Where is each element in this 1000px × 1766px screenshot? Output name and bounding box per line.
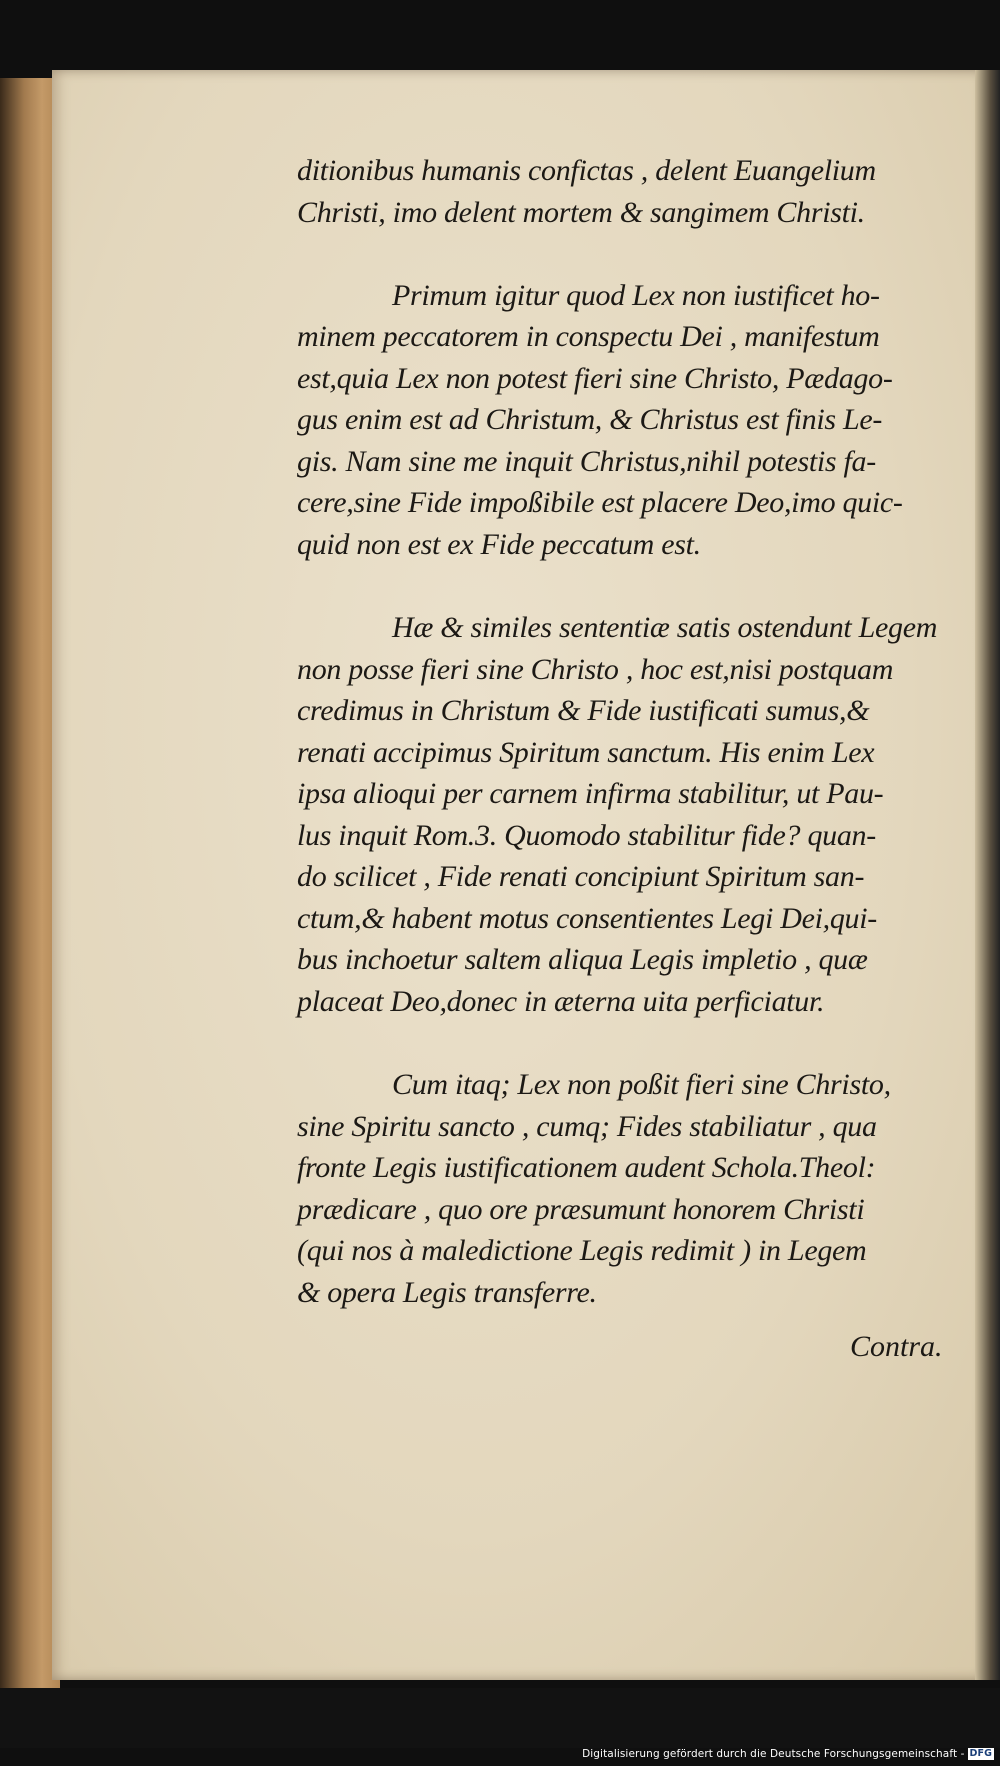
text-line: sine Spiritu sancto , cumq; Fides stabiliatur , qua	[297, 1109, 877, 1143]
text-line: ctum,& habent motus consentientes Legi Dei,qui-	[297, 901, 877, 935]
text-line: lus inquit Rom.3. Quomodo stabilitur fide? quan-	[297, 818, 876, 852]
text-line: bus inchoetur saltem aliqua Legis impletio , quæ	[297, 943, 868, 976]
text-line: prædicare , quo ore præsumunt honorem Christi	[297, 1192, 865, 1226]
text-line: est,quia Lex non potest fieri sine Christo, Pædago-	[297, 361, 893, 395]
text-line: renati accipimus Spiritum sanctum. His enim Lex	[297, 735, 875, 769]
page-text	[297, 150, 952, 1313]
text-line: placeat Deo,donec in æterna uita perficiatur.	[297, 984, 825, 1018]
book-edge	[0, 78, 60, 1688]
page-gutter	[975, 70, 1000, 1680]
text-line: quid non est ex Fide peccatum est.	[297, 527, 701, 561]
paragraph-gap	[297, 565, 952, 607]
text-line: non posse fieri sine Christo , hoc est,nisi postquam	[297, 652, 894, 686]
paragraph	[297, 607, 952, 1022]
dfg-logo: DFG	[969, 1748, 992, 1759]
text-line: ipsa alioqui per carnem infirma stabilitur, ut Pau-	[297, 777, 884, 810]
text-line: & opera Legis transferre.	[297, 1275, 597, 1309]
paragraph	[297, 275, 952, 566]
scan-background	[0, 1688, 1000, 1748]
paragraph-gap	[297, 233, 952, 275]
text-line: fronte Legis iustificationem audent Schola.Theol:	[297, 1151, 876, 1184]
text-line: ditionibus humanis confictas , delent Euangelium	[297, 154, 876, 187]
text-line: gus enim est ad Christum, & Christus est finis Le-	[297, 403, 883, 436]
text-line: minem peccatorem in conspectu Dei , manifestum	[297, 320, 880, 353]
text-line: Cum itaq; Lex non poßit fieri sine Christo,	[392, 1068, 891, 1101]
text-line: (qui nos à maledictione Legis redimit ) in Legem	[297, 1234, 867, 1267]
catchword: Contra.	[850, 1330, 943, 1363]
text-line: Primum igitur quod Lex non iustificet ho-	[392, 278, 880, 312]
text-line: do scilicet , Fide renati concipiunt Spiritum san-	[297, 860, 865, 893]
text-line: cere,sine Fide impoßibile est placere Deo,imo quic-	[297, 486, 903, 519]
text-line: gis. Nam sine me inquit Christus,nihil potestis fa-	[297, 444, 876, 478]
paragraph	[297, 150, 952, 233]
credit-text: Digitalisierung gefördert durch die Deutsche Forschungsgemeinschaft -	[582, 1748, 965, 1760]
text-line: Christi, imo delent mortem & sangimem Christi.	[297, 195, 865, 229]
paragraph	[297, 1064, 952, 1313]
digitization-credit	[582, 1748, 994, 1760]
text-line: Hæ & similes sententiæ satis ostendunt Legem	[392, 611, 938, 644]
text-line: credimus in Christum & Fide iustificati sumus,&	[297, 694, 870, 727]
paragraph-gap	[297, 1022, 952, 1064]
